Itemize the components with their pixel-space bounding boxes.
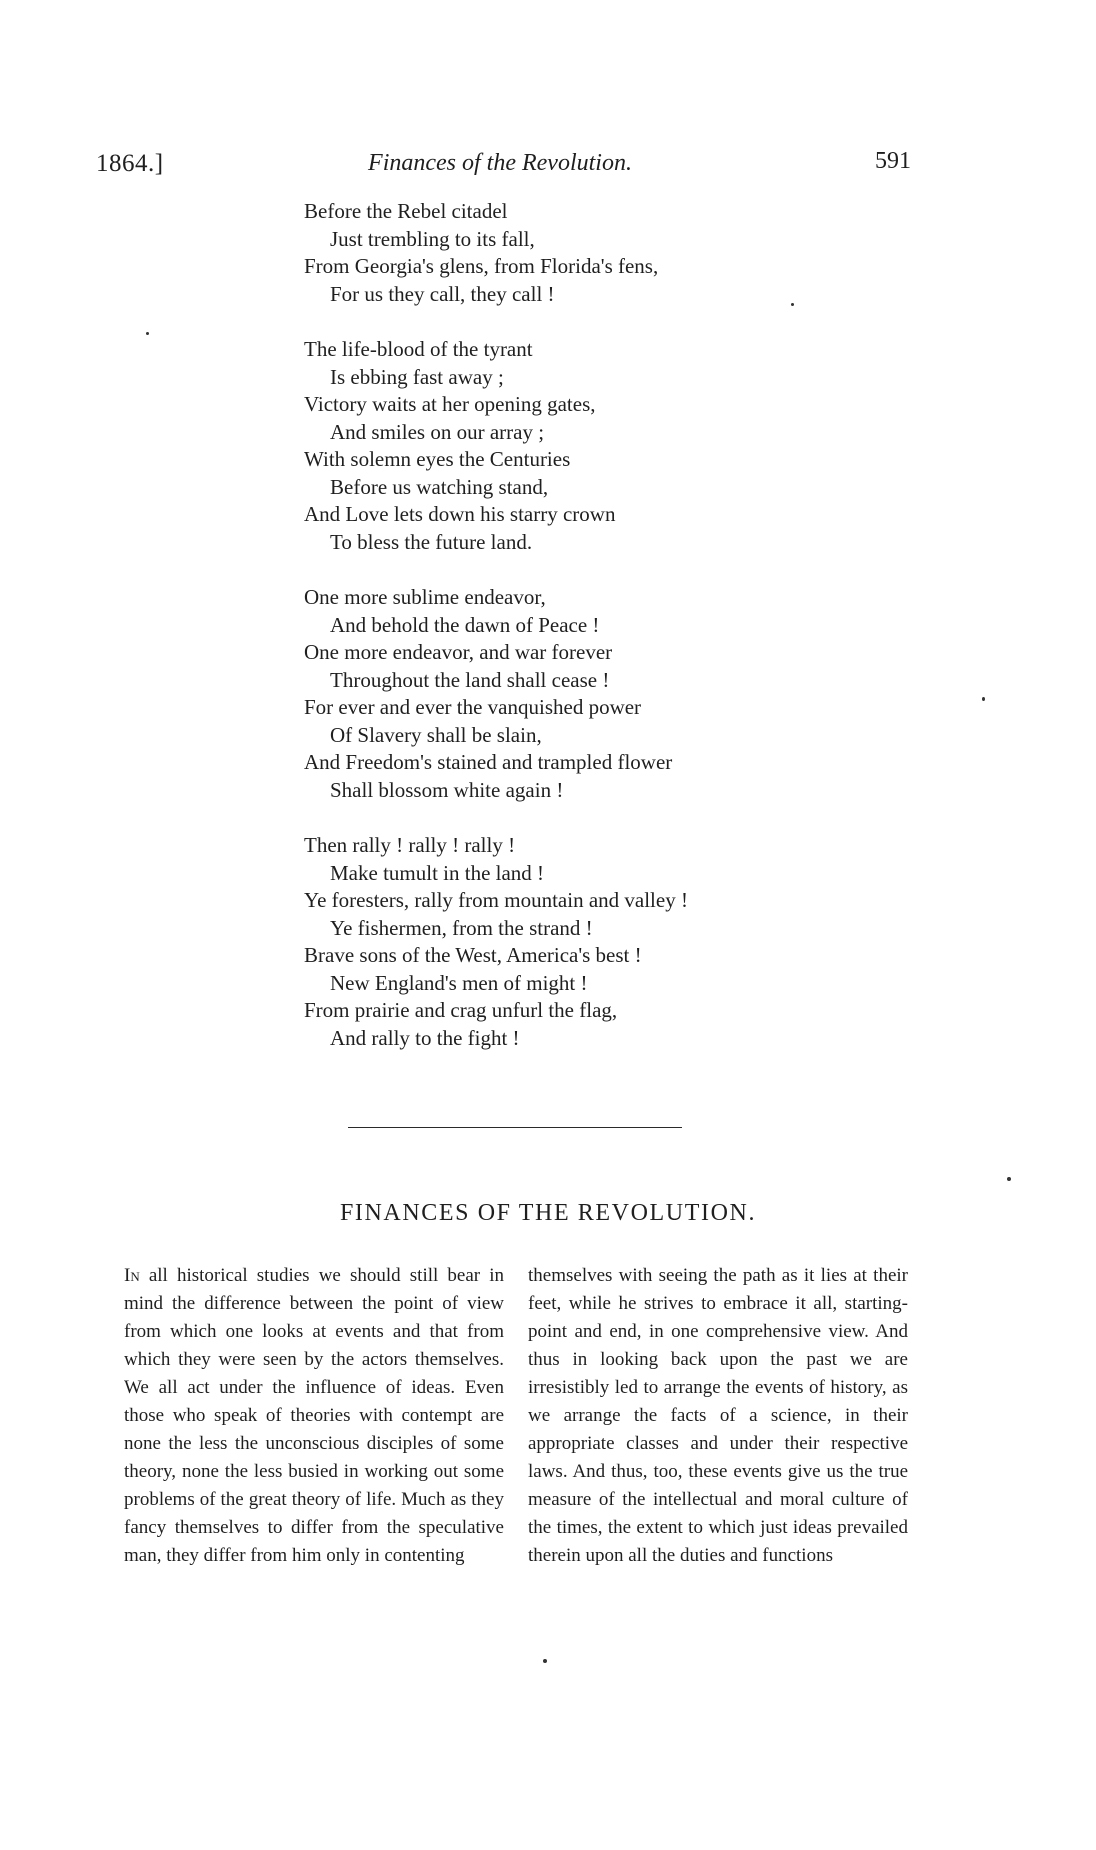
poem-line: And smiles on our array ;	[330, 419, 545, 444]
lead-word: In	[124, 1265, 140, 1286]
poem-line: And behold the dawn of Peace !	[330, 612, 600, 637]
poem-line: To bless the future land.	[330, 529, 533, 554]
poem-line: New England's men of might !	[330, 970, 588, 995]
paragraph-text: all historical studies we should still bear in mind the difference between the point of view from which one looks at events and that from which they were seen by the actors themselves. We all act under the influence of ideas. Even those who speak of theories with contempt are none the less the unconscious disciples of some theory, none the less busied in working out some problems of the great theory of life. Much as they fancy themselves to differ from the speculative man, they differ from him only in contenting	[124, 1265, 504, 1566]
paper-speck	[543, 1659, 547, 1663]
poem-line: And rally to the fight !	[330, 1025, 520, 1050]
paper-speck	[146, 332, 149, 335]
paragraph-text: themselves with seeing the path as it lies at their feet, while he strives to embrace it all, starting-point and end, in one comprehensive view. And thus in looking back upon the past we are irresistibly led to arrange the events of history, as we arrange the facts of a science, in their appropriate classes and under their respective laws. And thus, too, these events give us the true measure of the intellectual and moral culture of the times, the extent to which just ideas prevailed therein upon all the duties and functions	[528, 1265, 908, 1566]
poem-line: One more endeavor, and war forever	[304, 640, 613, 664]
poem-line: Ye fishermen, from the strand !	[330, 915, 593, 940]
poem-line: Then rally ! rally ! rally !	[304, 833, 516, 857]
poem-line: With solemn eyes the Centuries	[304, 447, 571, 471]
poem-line: Shall blossom white again !	[330, 777, 564, 802]
poem-line: And Freedom's stained and trampled flower	[304, 750, 673, 774]
poem-line: Of Slavery shall be slain,	[330, 722, 542, 747]
poem-line: Brave sons of the West, America's best !	[304, 943, 642, 967]
article-title: FINANCES OF THE REVOLUTION.	[339, 1200, 757, 1226]
poem-stanza	[304, 198, 924, 308]
poem-line: Throughout the land shall cease !	[330, 667, 610, 692]
body-paragraph	[124, 1262, 504, 1570]
poem-line: Make tumult in the land !	[330, 860, 545, 885]
poem-line: The life-blood of the tyrant	[304, 337, 533, 361]
paper-speck	[982, 697, 985, 701]
poem-line: And Love lets down his starry crown	[304, 502, 616, 526]
poem-line: For us they call, they call !	[330, 281, 555, 306]
poem-line: Before the Rebel citadel	[304, 199, 508, 223]
body-paragraph	[528, 1262, 908, 1570]
article-column-left	[124, 1262, 504, 1570]
poem-line: For ever and ever the vanquished power	[304, 695, 642, 719]
section-divider	[348, 1127, 682, 1128]
page-number: 591	[875, 148, 911, 174]
running-head-title: Finances of the Revolution.	[368, 150, 632, 176]
poem-line: From prairie and crag unfurl the flag,	[304, 998, 618, 1022]
poem-line: Ye foresters, rally from mountain and valley !	[304, 888, 688, 912]
poem-line: Is ebbing fast away ;	[330, 364, 504, 389]
poem-line: Before us watching stand,	[330, 474, 549, 499]
running-head-year: 1864.]	[96, 150, 164, 177]
poem-line: Victory waits at her opening gates,	[304, 392, 596, 416]
poem-line: Just trembling to its fall,	[330, 226, 535, 251]
paper-speck	[1007, 1177, 1011, 1181]
article-column-right	[528, 1262, 908, 1570]
poem-stanza	[304, 584, 924, 804]
poem-stanza	[304, 336, 924, 556]
poem-line: From Georgia's glens, from Florida's fens,	[304, 254, 659, 278]
paper-speck	[791, 303, 794, 306]
poem-stanza	[304, 832, 924, 1052]
poem	[304, 198, 924, 1080]
poem-line: One more sublime endeavor,	[304, 585, 546, 609]
